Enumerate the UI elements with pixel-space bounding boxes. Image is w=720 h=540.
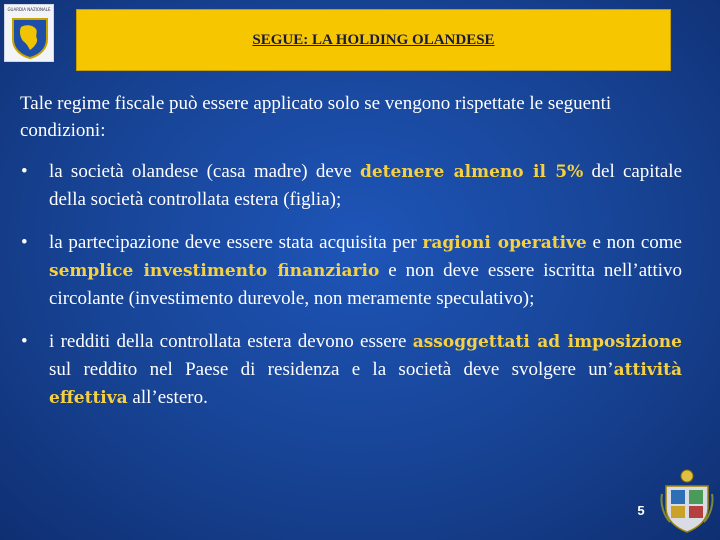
condition-highlight: attività effettiva xyxy=(49,360,682,408)
condition-text: sul reddito nel Paese di residenza e la società deve svolgere un’ xyxy=(49,359,614,380)
logo-caption: GUARDIA NAZIONALE xyxy=(7,7,51,12)
intro-paragraph: Tale regime fiscale può essere applicato solo se vengono rispettate le seguenti condizioni: xyxy=(20,93,612,141)
condition-highlight: semplice investimento finanziario xyxy=(49,261,380,281)
condition-text: e non come xyxy=(586,232,682,253)
condition-item xyxy=(20,229,682,312)
organization-logo xyxy=(4,4,54,62)
slide-title-box xyxy=(76,9,671,71)
condition-text: i redditi della controllata estera devono essere xyxy=(49,331,413,352)
bullet-marker: • xyxy=(21,232,28,253)
coat-of-arms-icon xyxy=(660,468,715,534)
condition-text: all’estero. xyxy=(127,387,208,408)
slide-title: SEGUE: LA HOLDING OLANDESE xyxy=(252,31,495,48)
page-number: 5 xyxy=(637,503,645,518)
condition-highlight: ragioni operative xyxy=(422,233,587,253)
condition-text: del capitale della società controllata estera (figlia); xyxy=(49,161,683,210)
bullet-marker: • xyxy=(21,161,28,182)
bullet-marker: • xyxy=(21,331,28,352)
condition-text: la società olandese (casa madre) deve xyxy=(49,161,360,182)
condition-highlight: detenere almeno il 5% xyxy=(359,162,584,182)
condition-text: e non deve essere iscritta nell’attivo circolante (investimento durevole, non meramente speculativo); xyxy=(49,260,682,309)
condition-item xyxy=(20,328,682,412)
conditions-list xyxy=(20,158,682,412)
shield-emblem-icon xyxy=(11,17,49,59)
condition-text: la partecipazione deve essere stata acquisita per xyxy=(49,232,423,253)
condition-item xyxy=(20,158,682,213)
condition-highlight: assoggettati ad imposizione xyxy=(412,332,682,352)
